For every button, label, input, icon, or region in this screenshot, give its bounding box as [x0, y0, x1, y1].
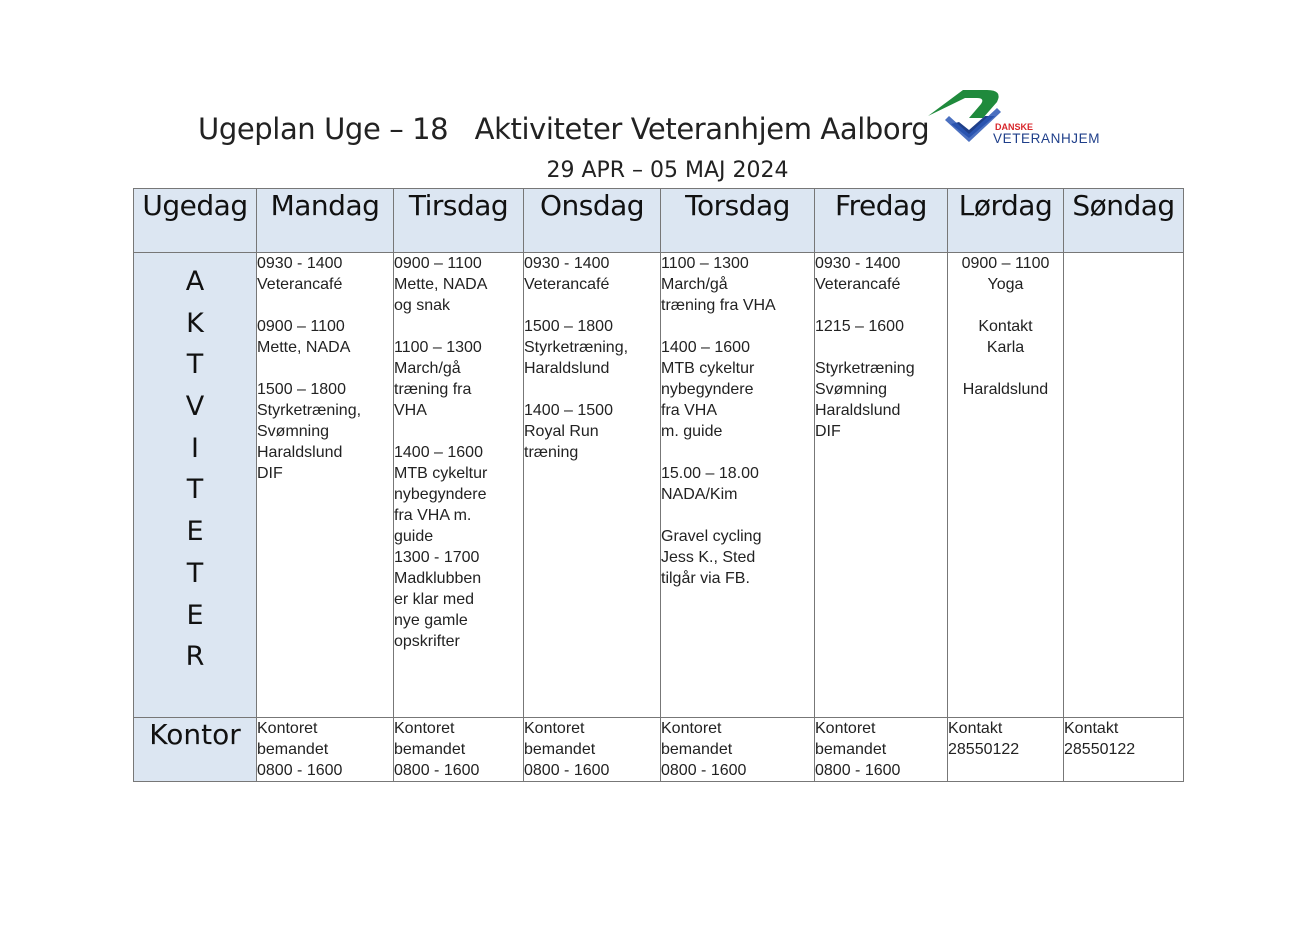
- page-title: Ugeplan Uge – 18 Aktiviteter Veteranhjem Aalborg: [198, 112, 930, 146]
- office-tirsdag: Kontoret bemandet 0800 - 1600: [394, 718, 524, 782]
- office-torsdag: Kontoret bemandet 0800 - 1600: [661, 718, 815, 782]
- activities-letter: E: [186, 599, 204, 631]
- activities-mandag: 0930 - 1400 Veterancafé 0900 – 1100 Mette, NADA 1500 – 1800 Styrketræning, Svømning Haraldslund DIF: [257, 253, 394, 718]
- day-header-sondag: Søndag: [1064, 189, 1184, 253]
- office-onsdag: Kontoret bemandet 0800 - 1600: [524, 718, 661, 782]
- day-header-onsdag: Onsdag: [524, 189, 661, 253]
- activities-letter: I: [191, 432, 199, 464]
- activities-fredag: 0930 - 1400 Veterancafé 1215 – 1600 Styrketræning Svømning Haraldslund DIF: [815, 253, 948, 718]
- activities-letter: E: [186, 516, 204, 548]
- activities-onsdag: 0930 - 1400 Veterancafé 1500 – 1800 Styrketræning, Haraldslund 1400 – 1500 Royal Run træning: [524, 253, 661, 718]
- office-label: Kontor: [134, 718, 257, 782]
- activities-letter: R: [185, 641, 205, 673]
- activities-row: [134, 253, 1184, 718]
- activities-letter: V: [185, 391, 205, 423]
- office-row: [134, 718, 1184, 782]
- day-header-lordag: Lørdag: [948, 189, 1064, 253]
- weekly-schedule-table: [133, 188, 1184, 782]
- activities-letter: A: [185, 266, 205, 297]
- logo-mark-icon: [928, 90, 1001, 142]
- activities-torsdag: 1100 – 1300 March/gå træning fra VHA 1400 – 1600 MTB cykeltur nybegyndere fra VHA m. guide 15.00 – 18.00 NADA/Kim Gravel cycling Jess K., Sted tilgår via FB.: [661, 253, 815, 718]
- logo-text-bottom: VETERANHJEM: [993, 131, 1101, 146]
- office-mandag: Kontoret bemandet 0800 - 1600: [257, 718, 394, 782]
- office-fredag: Kontoret bemandet 0800 - 1600: [815, 718, 948, 782]
- office-sondag: Kontakt 28550122: [1064, 718, 1184, 782]
- day-header-mandag: Mandag: [257, 189, 394, 253]
- activities-letter: T: [186, 349, 204, 381]
- day-header-tirsdag: Tirsdag: [394, 189, 524, 253]
- activities-letter: T: [186, 474, 204, 506]
- activities-letter: K: [186, 307, 204, 339]
- activities-sondag: [1064, 253, 1184, 718]
- activities-lordag: 0900 – 1100 Yoga Kontakt Karla Haraldslund: [948, 253, 1064, 718]
- activities-letter: T: [186, 557, 204, 589]
- day-header-torsdag: Torsdag: [661, 189, 815, 253]
- danske-veteranhjem-logo: [925, 88, 1125, 148]
- page-subtitle: 29 APR – 05 MAJ 2024: [546, 158, 789, 183]
- office-lordag: Kontakt 28550122: [948, 718, 1064, 782]
- header-row: [134, 189, 1184, 253]
- corner-header: Ugedag: [134, 189, 257, 253]
- activities-tirsdag: 0900 – 1100 Mette, NADA og snak 1100 – 1300 March/gå træning fra VHA 1400 – 1600 MTB cykeltur nybegyndere fra VHA m. guide 1300 - 1700 Madklubben er klar med nye gamle opskrifter: [394, 253, 524, 718]
- day-header-fredag: Fredag: [815, 189, 948, 253]
- activities-label: [134, 253, 257, 718]
- logo-text-top: DANSKE: [995, 122, 1034, 132]
